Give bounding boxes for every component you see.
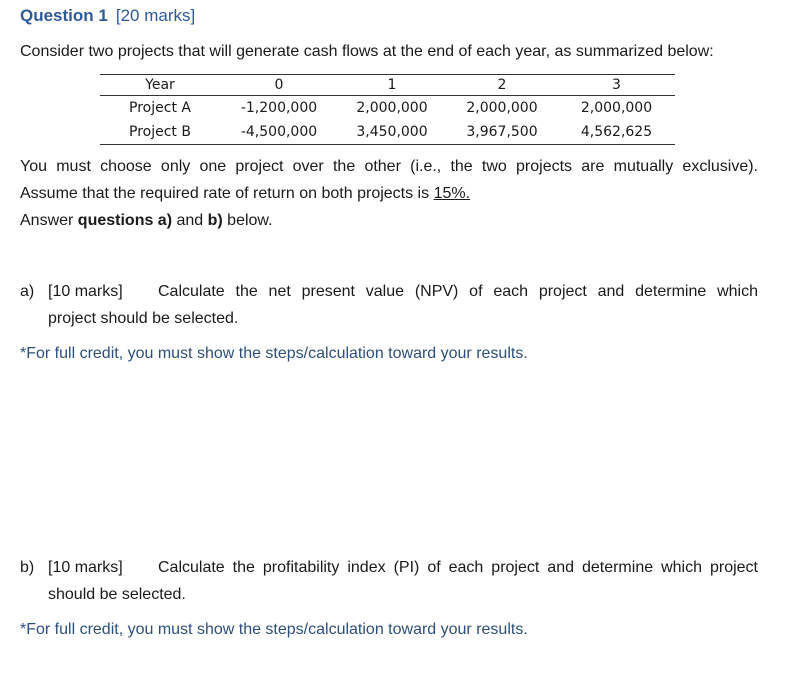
question-a-text: Calculate the net present value (NPV) of each project and determine which bbox=[158, 283, 758, 300]
row-label: Project B bbox=[100, 120, 220, 145]
header-year-1: 1 bbox=[338, 75, 446, 96]
table-header-row bbox=[100, 75, 675, 96]
answer-line: Answer questions a) and b) below. bbox=[20, 212, 273, 229]
question-b-note: *For full credit, you must show the steps/calculation toward your results. bbox=[20, 621, 528, 638]
table-cell: 2,000,000 bbox=[356, 100, 428, 116]
question-b-letter: b) bbox=[20, 559, 35, 576]
cash-flow-table bbox=[100, 74, 675, 145]
rate-line: Assume that the required rate of return on both projects is 15%. bbox=[20, 185, 471, 202]
row-label: Project A bbox=[129, 100, 191, 116]
question-title: Question 1 bbox=[20, 6, 108, 25]
question-b-marks: [10 marks] bbox=[48, 559, 123, 576]
table-cell: 2,000,000 bbox=[466, 100, 538, 116]
question-b-text-cont: should be selected. bbox=[48, 586, 186, 603]
required-rate: 15% bbox=[433, 185, 466, 202]
header-year-3: 3 bbox=[558, 75, 675, 96]
question-a bbox=[20, 278, 758, 332]
question-a-marks: [10 marks] bbox=[48, 283, 123, 300]
header-year-2: 2 bbox=[446, 75, 558, 96]
header-year-0: 0 bbox=[220, 75, 338, 96]
question-a-text-cont: project should be selected. bbox=[48, 310, 239, 327]
table-cell: -4,500,000 bbox=[220, 120, 338, 145]
question-a-letter: a) bbox=[20, 283, 35, 300]
header-year-label: Year bbox=[100, 75, 220, 96]
table-cell: 3,450,000 bbox=[338, 120, 446, 145]
question-a-note: *For full credit, you must show the steps/calculation toward your results. bbox=[20, 345, 528, 362]
table-row-project-a bbox=[100, 96, 675, 121]
question-heading bbox=[20, 6, 195, 26]
question-b-text: Calculate the profitability index (PI) of each project and determine which project bbox=[158, 559, 758, 576]
exclusive-note: You must choose only one project over the other (i.e., the two projects are mutually exclusive). bbox=[20, 158, 758, 175]
table-cell: 2,000,000 bbox=[580, 100, 653, 116]
table-row-project-b bbox=[100, 120, 675, 145]
instructions-paragraph bbox=[20, 153, 758, 234]
intro-text: Consider two projects that will generate cash flows at the end of each year, as summarized below: bbox=[20, 43, 714, 60]
table-cell: 4,562,625 bbox=[558, 120, 675, 145]
question-marks: [20 marks] bbox=[115, 6, 196, 25]
question-b bbox=[20, 554, 758, 608]
table-cell: -1,200,000 bbox=[240, 100, 318, 116]
table-cell: 3,967,500 bbox=[446, 120, 558, 145]
